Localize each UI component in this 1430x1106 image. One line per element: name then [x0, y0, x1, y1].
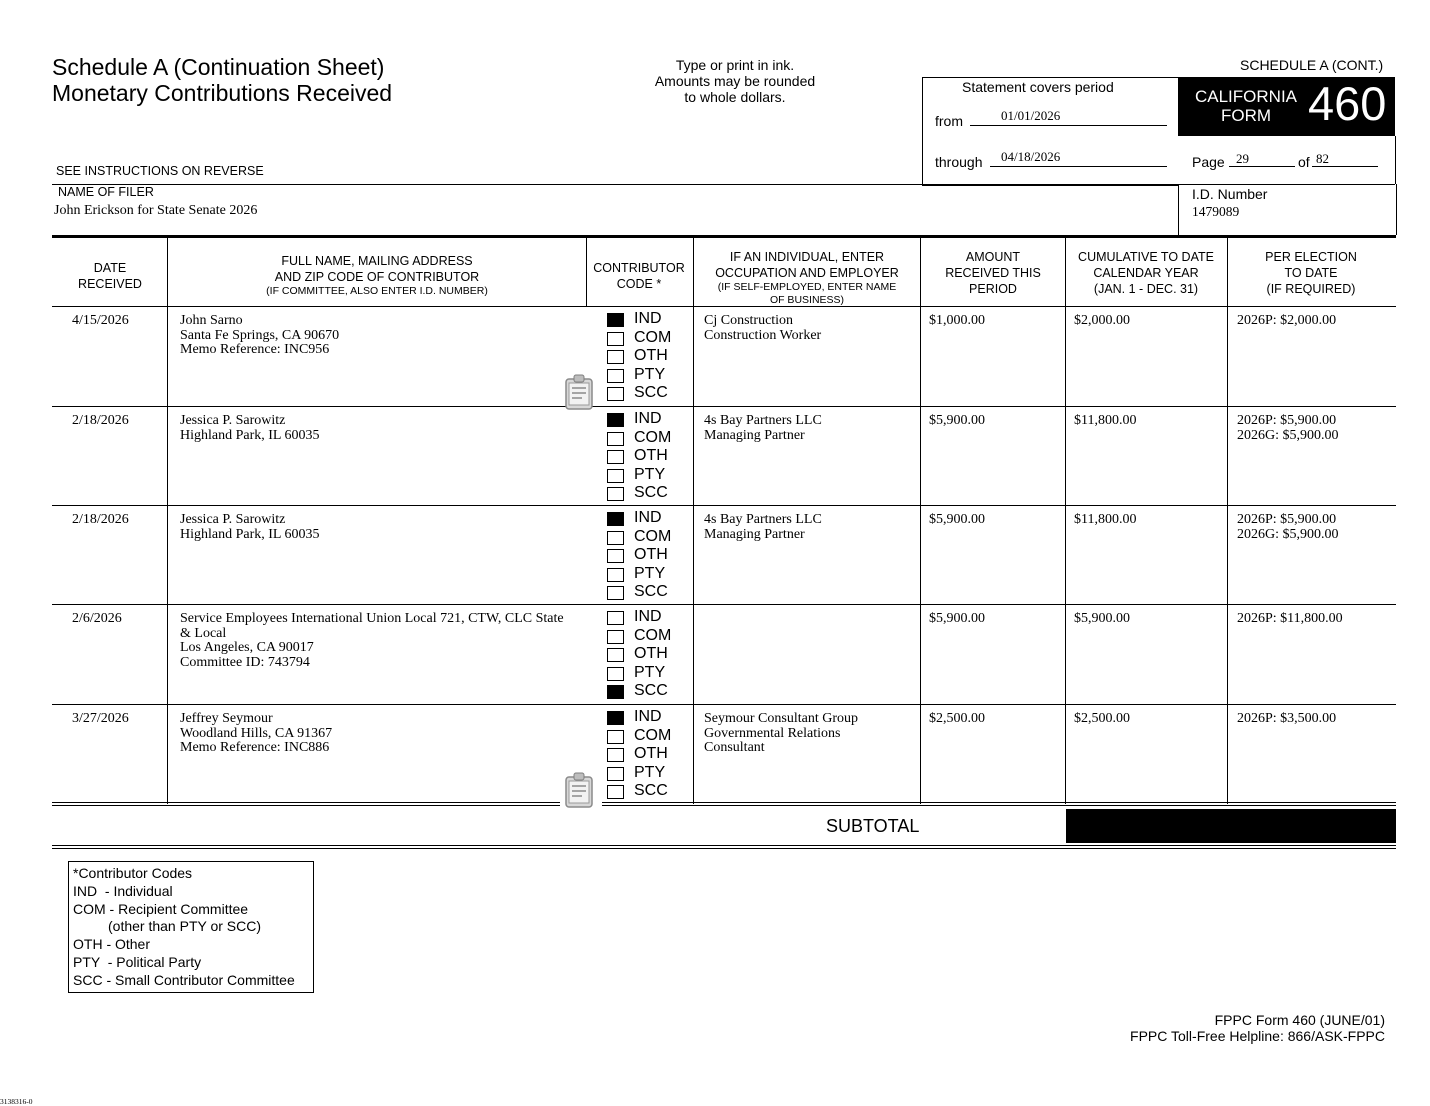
- page-total-field[interactable]: 82: [1316, 151, 1329, 166]
- header-code: [586, 260, 692, 292]
- legend-line: COM - Recipient Committee: [73, 900, 249, 917]
- header-per-election-line-1: PER ELECTION: [1265, 250, 1357, 264]
- cumulative-to-date-cell[interactable]: $2,500.00: [1074, 711, 1130, 726]
- header-per-election-line-3: (IF REQUIRED): [1266, 282, 1356, 296]
- contributor-code-label: COM: [634, 626, 672, 644]
- contributor-code-label: OTH: [634, 447, 668, 465]
- subtotal-box: [1066, 809, 1396, 843]
- footer-helpline: FPPC Toll-Free Helpline: 866/ASK-FPPC: [1130, 1028, 1385, 1044]
- cumulative-to-date-cell[interactable]: $5,900.00: [1074, 611, 1130, 626]
- contributor-code-checkbox-oth[interactable]: [607, 450, 624, 464]
- header-date-line-2: RECEIVED: [78, 277, 142, 291]
- contributor-code-label: COM: [634, 726, 672, 744]
- contributor-code-label: PTY: [634, 564, 666, 582]
- ink-instructions: [640, 57, 830, 105]
- legend-line: SCC - Small Contributor Committee: [73, 971, 295, 988]
- table-bottom-rule: [602, 802, 1396, 803]
- table-bottom-rule: [52, 805, 560, 806]
- cumulative-to-date-cell[interactable]: $11,800.00: [1074, 512, 1137, 527]
- contributor-code-checkbox-pty[interactable]: [607, 568, 624, 582]
- contributor-cell[interactable]: Jeffrey Seymour Woodland Hills, CA 91367 Memo Reference: INC886: [180, 711, 333, 755]
- amount-received-cell[interactable]: $5,900.00: [929, 512, 985, 527]
- header-contributor-line-2: AND ZIP CODE OF CONTRIBUTOR: [274, 270, 480, 284]
- header-contributor-line-1: FULL NAME, MAILING ADDRESS: [281, 254, 473, 268]
- header-occupation-line-4: OF BUSINESS): [769, 294, 845, 306]
- amount-received-cell[interactable]: $2,500.00: [929, 711, 985, 726]
- through-label: through: [935, 154, 983, 170]
- memo-clipboard-icon-svg: [564, 771, 594, 809]
- header-amount-line-1: AMOUNT: [965, 250, 1021, 264]
- ink-line-1: Type or print in ink.: [675, 57, 795, 73]
- contributor-code-label: SCC: [634, 384, 668, 402]
- header-occupation-line-2: OCCUPATION AND EMPLOYER: [715, 266, 899, 280]
- header-amount-line-2: RECEIVED THIS: [945, 266, 1041, 280]
- contributor-code-checkbox-pty[interactable]: [607, 369, 624, 383]
- header-date: [52, 260, 168, 292]
- subtotal-bottom-rule: [52, 848, 1396, 849]
- through-date-field[interactable]: 04/18/2026: [1001, 149, 1061, 164]
- legend-line: PTY - Political Party: [73, 953, 202, 970]
- contributor-code-label: IND: [634, 509, 662, 526]
- contributor-code-label: OTH: [634, 745, 668, 763]
- header-amount-line-3: PERIOD: [969, 282, 1017, 296]
- date-received-cell[interactable]: 2/18/2026: [72, 413, 129, 428]
- contributor-code-label: OTH: [634, 645, 668, 663]
- filer-label: NAME OF FILER: [58, 185, 154, 199]
- header-per-election-line-2: TO DATE: [1284, 266, 1338, 280]
- contributor-code-checkbox-scc[interactable]: [607, 785, 624, 799]
- ink-line-3: to whole dollars.: [684, 89, 786, 105]
- footer-form-version: FPPC Form 460 (JUNE/01): [1214, 1012, 1385, 1028]
- date-received-cell[interactable]: 4/15/2026: [72, 313, 129, 328]
- header-per-election: [1227, 249, 1395, 297]
- occupation-employer-cell[interactable]: Seymour Consultant Group Governmental Relations Consultant: [704, 711, 858, 755]
- page-label: Page: [1192, 154, 1225, 170]
- contributor-code-checkbox-scc[interactable]: [607, 685, 624, 699]
- contributor-code-label: PTY: [634, 663, 666, 681]
- header-occupation-line-1: IF AN INDIVIDUAL, ENTER: [729, 250, 885, 264]
- header-amount: [921, 249, 1065, 297]
- title-line-1: Schedule A (Continuation Sheet): [52, 54, 385, 80]
- legend-line: IND - Individual: [73, 882, 173, 899]
- contributor-cell[interactable]: Jessica P. Sarowitz Highland Park, IL 60035: [180, 413, 320, 443]
- contributor-code-checkbox-pty[interactable]: [607, 667, 624, 681]
- contributor-code-label: IND: [634, 608, 662, 625]
- per-election-cell[interactable]: 2026P: $11,800.00: [1237, 611, 1343, 626]
- contributor-code-label: OTH: [634, 546, 668, 564]
- legend-line: OTH - Other: [73, 936, 151, 953]
- contributor-code-label: PTY: [634, 365, 666, 383]
- header-cumulative-line-1: CUMULATIVE TO DATE: [1078, 250, 1214, 264]
- contributor-code-label: IND: [634, 410, 662, 427]
- amount-received-cell[interactable]: $5,900.00: [929, 611, 985, 626]
- contributor-code-checkbox-ind[interactable]: [607, 313, 624, 327]
- contributor-code-checkbox-oth[interactable]: [607, 350, 624, 364]
- legend-line: (other than PTY or SCC): [73, 918, 262, 935]
- contributor-code-label: PTY: [634, 465, 666, 483]
- header-occupation: [693, 249, 921, 307]
- memo-clipboard-icon: [564, 771, 594, 809]
- per-election-cell[interactable]: 2026P: $5,900.00 2026G: $5,900.00: [1237, 413, 1339, 443]
- contributor-code-checkbox-oth[interactable]: [607, 549, 624, 563]
- ink-line-2: Amounts may be rounded: [654, 73, 816, 89]
- cumulative-to-date-cell[interactable]: $2,000.00: [1074, 313, 1130, 328]
- contributor-code-label: COM: [634, 527, 672, 545]
- form-badge-text: [1190, 87, 1302, 125]
- from-label: from: [935, 113, 963, 129]
- contributor-code-label: PTY: [634, 763, 666, 781]
- see-instructions: SEE INSTRUCTIONS ON REVERSE: [56, 164, 264, 178]
- contributor-code-checkbox-ind[interactable]: [607, 611, 624, 625]
- date-received-cell[interactable]: 3/27/2026: [72, 711, 129, 726]
- id-number-field[interactable]: 1479089: [1192, 204, 1240, 219]
- date-received-cell[interactable]: 2/18/2026: [72, 512, 129, 527]
- contributor-code-label: SCC: [634, 682, 668, 700]
- contributor-code-checkbox-com[interactable]: [607, 531, 624, 545]
- footer: [1090, 1012, 1385, 1044]
- contributor-code-label: IND: [634, 708, 662, 725]
- legend-title: *Contributor Codes: [73, 865, 193, 881]
- amount-received-cell[interactable]: $5,900.00: [929, 413, 985, 428]
- contributor-code-label: OTH: [634, 347, 668, 365]
- contributor-code-label: COM: [634, 428, 672, 446]
- subtotal-bottom-rule: [52, 845, 1396, 846]
- occupation-employer-cell[interactable]: Cj Construction Construction Worker: [704, 313, 822, 343]
- from-date-field[interactable]: 01/01/2026: [1001, 108, 1061, 123]
- contributor-code-checkbox-scc[interactable]: [607, 487, 624, 501]
- contributor-code-label: IND: [634, 310, 662, 327]
- contributor-cell[interactable]: John Sarno Santa Fe Springs, CA 90670 Memo Reference: INC956: [180, 313, 340, 357]
- contributor-cell[interactable]: Jessica P. Sarowitz Highland Park, IL 60035: [180, 512, 320, 542]
- table-bottom-rule: [602, 805, 1396, 806]
- page-current-field[interactable]: 29: [1236, 151, 1249, 166]
- contributor-code-label: COM: [634, 328, 672, 346]
- date-received-cell[interactable]: 2/6/2026: [72, 611, 122, 626]
- per-election-cell[interactable]: 2026P: $3,500.00: [1237, 711, 1337, 726]
- header-code-line-1: CONTRIBUTOR: [593, 261, 685, 275]
- document-id: 3138316-0: [0, 1097, 33, 1106]
- table-top-rule: [52, 235, 1396, 238]
- header-cumulative-line-2: CALENDAR YEAR: [1093, 266, 1199, 280]
- contributor-code-checkbox-ind[interactable]: [607, 512, 624, 526]
- contributor-code-checkbox-ind[interactable]: [607, 711, 624, 725]
- contributor-code-checkbox-oth[interactable]: [607, 648, 624, 662]
- contributor-code-checkbox-scc[interactable]: [607, 387, 624, 401]
- occupation-employer-cell[interactable]: 4s Bay Partners LLC Managing Partner: [704, 413, 822, 443]
- header-contributor: [168, 253, 586, 298]
- header-cumulative: [1065, 249, 1227, 297]
- filer-name-field[interactable]: John Erickson for State Senate 2026: [54, 203, 258, 218]
- contributor-cell[interactable]: Service Employees International Union Local 721, CTW, CLC State & Local Los Angeles, CA 90017 Committee ID: 743794: [180, 611, 564, 670]
- form-badge-form: FORM: [1220, 106, 1272, 125]
- contributor-code-checkbox-com[interactable]: [607, 630, 624, 644]
- contributor-code-checkbox-pty[interactable]: [607, 767, 624, 781]
- from-underline: [970, 125, 1167, 126]
- contributor-code-checkbox-com[interactable]: [607, 432, 624, 446]
- form-badge-state: CALIFORNIA: [1194, 87, 1298, 106]
- per-election-cell[interactable]: 2026P: $5,900.00 2026G: $5,900.00: [1237, 512, 1339, 542]
- form-badge-number: 460: [1308, 77, 1387, 130]
- contributor-code-checkbox-ind[interactable]: [607, 413, 624, 427]
- contributor-code-checkbox-pty[interactable]: [607, 469, 624, 483]
- contributor-code-checkbox-oth[interactable]: [607, 748, 624, 762]
- header-date-line-1: DATE: [93, 261, 127, 275]
- header-contributor-line-3: (IF COMMITTEE, ALSO ENTER I.D. NUMBER): [266, 285, 488, 297]
- through-underline: [990, 166, 1167, 167]
- of-label: of: [1298, 154, 1310, 170]
- cumulative-to-date-cell[interactable]: $11,800.00: [1074, 413, 1137, 428]
- per-election-cell[interactable]: 2026P: $2,000.00: [1237, 313, 1337, 328]
- page-title: [52, 54, 392, 106]
- id-number-label: I.D. Number: [1192, 186, 1268, 202]
- contributor-code-label: SCC: [634, 782, 668, 800]
- contributor-code-checkbox-scc[interactable]: [607, 586, 624, 600]
- period-label: Statement covers period: [962, 79, 1114, 95]
- contributor-code-checkbox-com[interactable]: [607, 332, 624, 346]
- contributor-code-label: SCC: [634, 484, 668, 502]
- table-bottom-rule: [52, 802, 560, 803]
- occupation-employer-cell[interactable]: 4s Bay Partners LLC Managing Partner: [704, 512, 822, 542]
- header-code-line-2: CODE *: [616, 277, 662, 291]
- header-cumulative-line-3: (JAN. 1 - DEC. 31): [1093, 282, 1199, 296]
- contributor-code-label: SCC: [634, 583, 668, 601]
- amount-received-cell[interactable]: $1,000.00: [929, 313, 985, 328]
- subtotal-label: SUBTOTAL: [826, 816, 920, 836]
- contributor-codes-legend: [68, 861, 314, 993]
- schedule-cont-label: SCHEDULE A (CONT.): [1240, 57, 1384, 73]
- header-occupation-line-3: (IF SELF-EMPLOYED, ENTER NAME: [717, 281, 897, 293]
- title-line-2: Monetary Contributions Received: [52, 80, 393, 106]
- contributor-code-checkbox-com[interactable]: [607, 730, 624, 744]
- column-divider: [586, 238, 587, 306]
